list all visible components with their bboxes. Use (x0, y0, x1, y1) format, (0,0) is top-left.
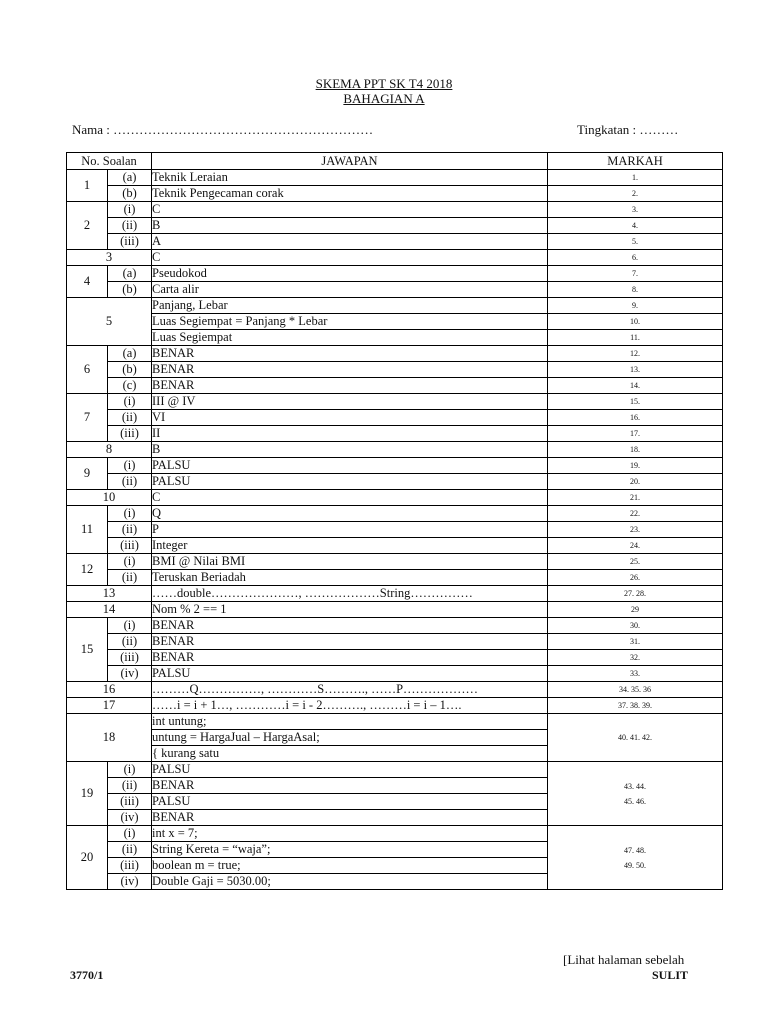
question-number: 1 (67, 170, 108, 202)
answer-cell: Integer (152, 538, 548, 554)
answer-cell: BENAR (152, 634, 548, 650)
answer-cell: Q (152, 506, 548, 522)
answer-cell: P (152, 522, 548, 538)
marks-cell: 29 (548, 602, 723, 618)
answer-cell: int x = 7; (152, 826, 548, 842)
question-number: 12 (67, 554, 108, 586)
sub-question: (i) (108, 394, 152, 410)
answer-cell: Double Gaji = 5030.00; (152, 874, 548, 890)
classification-label: SULIT (652, 968, 689, 982)
marks-cell: 18. (548, 442, 723, 458)
marks-cell: 15. (548, 394, 723, 410)
table-row (67, 266, 723, 282)
marks-cell: 13. (548, 362, 723, 378)
sub-question: (iii) (108, 426, 152, 442)
answer-cell: ……double…………………, ………………String…………… (152, 586, 548, 602)
marks-cell: 33. (548, 666, 723, 682)
marks-cell: 22. (548, 506, 723, 522)
sub-question: (c) (108, 378, 152, 394)
answer-cell: Luas Segiempat (152, 330, 548, 346)
sub-question: (ii) (108, 522, 152, 538)
question-number: 7 (67, 394, 108, 442)
section-title: BAHAGIAN A (343, 91, 425, 106)
marks-cell: 3. (548, 202, 723, 218)
question-number: 13 (67, 586, 152, 602)
table-row (67, 282, 723, 298)
answer-cell: Teruskan Beriadah (152, 570, 548, 586)
marks-cell: 47. 48. 49. 50. (548, 826, 723, 890)
table-row (67, 570, 723, 586)
header-marks: MARKAH (548, 153, 723, 170)
answer-cell: Teknik Pengecaman corak (152, 186, 548, 202)
answer-cell: II (152, 426, 548, 442)
question-number: 10 (67, 490, 152, 506)
table-row (67, 458, 723, 474)
answer-cell: BMI @ Nilai BMI (152, 554, 548, 570)
sub-question: (i) (108, 826, 152, 842)
marks-cell: 9. (548, 298, 723, 314)
answer-cell: Teknik Leraian (152, 170, 548, 186)
table-row (67, 250, 723, 266)
answer-scheme-table (66, 152, 723, 890)
answer-cell: III @ IV (152, 394, 548, 410)
sub-question: (ii) (108, 842, 152, 858)
marks-cell: 5. (548, 234, 723, 250)
answer-cell: PALSU (152, 794, 548, 810)
answer-cell: B (152, 442, 548, 458)
answer-cell: Luas Segiempat = Panjang * Lebar (152, 314, 548, 330)
marks-cell: 11. (548, 330, 723, 346)
table-row (67, 634, 723, 650)
marks-cell: 10. (548, 314, 723, 330)
paper-code: 3770/1 (70, 968, 104, 982)
marks-cell: 37. 38. 39. (548, 698, 723, 714)
next-page-note: [Lihat halaman sebelah (563, 952, 685, 967)
table-row (67, 650, 723, 666)
marks-cell: 32. (548, 650, 723, 666)
answer-cell: untung = HargaJual – HargaAsal; (152, 730, 548, 746)
marks-cell: 16. (548, 410, 723, 426)
table-row (67, 202, 723, 218)
table-row (67, 362, 723, 378)
answer-cell: boolean m = true; (152, 858, 548, 874)
table-row (67, 474, 723, 490)
question-number: 11 (67, 506, 108, 554)
sub-question: (ii) (108, 474, 152, 490)
table-row (67, 410, 723, 426)
sub-question: (iii) (108, 650, 152, 666)
question-number: 15 (67, 618, 108, 682)
sub-question: (ii) (108, 218, 152, 234)
answer-cell: BENAR (152, 618, 548, 634)
marks-cell: 27. 28. (548, 586, 723, 602)
marks-cell: 6. (548, 250, 723, 266)
sub-question: (iii) (108, 538, 152, 554)
marks-cell: 17. (548, 426, 723, 442)
marks-cell: 1. (548, 170, 723, 186)
marks-cell: 21. (548, 490, 723, 506)
marks-cell: 7. (548, 266, 723, 282)
table-row (67, 234, 723, 250)
marks-cell: 25. (548, 554, 723, 570)
question-number: 2 (67, 202, 108, 250)
question-number: 18 (67, 714, 152, 762)
table-row (67, 714, 723, 730)
answer-cell: BENAR (152, 650, 548, 666)
marks-cell: 34. 35. 36 (548, 682, 723, 698)
question-number: 19 (67, 762, 108, 826)
answer-cell: Carta alir (152, 282, 548, 298)
answer-cell: int untung; (152, 714, 548, 730)
sub-question: (iv) (108, 874, 152, 890)
question-number: 20 (67, 826, 108, 890)
sub-question: (ii) (108, 778, 152, 794)
sub-question: (b) (108, 186, 152, 202)
answer-cell: PALSU (152, 762, 548, 778)
table-row (67, 602, 723, 618)
answer-cell: BENAR (152, 810, 548, 826)
sub-question: (a) (108, 170, 152, 186)
table-row (67, 186, 723, 202)
table-row (67, 170, 723, 186)
sub-question: (ii) (108, 634, 152, 650)
answer-cell: PALSU (152, 458, 548, 474)
answer-cell: BENAR (152, 362, 548, 378)
question-number: 14 (67, 602, 152, 618)
answer-cell: BENAR (152, 378, 548, 394)
table-row (67, 490, 723, 506)
sub-question: (iv) (108, 810, 152, 826)
marks-cell: 20. (548, 474, 723, 490)
sub-question: (iii) (108, 858, 152, 874)
header-answer: JAWAPAN (152, 153, 548, 170)
marks-cell: 19. (548, 458, 723, 474)
table-row (67, 762, 723, 778)
question-number: 9 (67, 458, 108, 490)
answer-cell: C (152, 250, 548, 266)
answer-cell: BENAR (152, 778, 548, 794)
answer-cell: B (152, 218, 548, 234)
marks-cell: 24. (548, 538, 723, 554)
answer-cell: PALSU (152, 666, 548, 682)
sub-question: (a) (108, 346, 152, 362)
table-row (67, 618, 723, 634)
marks-cell: 30. (548, 618, 723, 634)
marks-cell: 8. (548, 282, 723, 298)
sub-question: (iv) (108, 666, 152, 682)
table-row (67, 426, 723, 442)
table-row (67, 218, 723, 234)
table-row (67, 394, 723, 410)
header-question-no: No. Soalan (67, 153, 152, 170)
sub-question: (b) (108, 282, 152, 298)
answer-cell: Pseudokod (152, 266, 548, 282)
sub-question: (i) (108, 618, 152, 634)
name-field-label: Nama : …………………………………………………… (72, 122, 374, 137)
question-number: 4 (67, 266, 108, 298)
marks-cell: 12. (548, 346, 723, 362)
document-title: SKEMA PPT SK T4 2018 (315, 76, 453, 91)
sub-question: (i) (108, 458, 152, 474)
table-row (67, 298, 723, 314)
table-row (67, 330, 723, 346)
sub-question: (i) (108, 762, 152, 778)
table-row (67, 666, 723, 682)
marks-cell: 23. (548, 522, 723, 538)
table-row (67, 346, 723, 362)
table-row (67, 378, 723, 394)
table-row (67, 522, 723, 538)
sub-question: (i) (108, 506, 152, 522)
table-body (67, 170, 723, 890)
table-row (67, 442, 723, 458)
question-number: 5 (67, 298, 152, 346)
sub-question: (ii) (108, 570, 152, 586)
question-number: 6 (67, 346, 108, 394)
answer-cell: { kurang satu (152, 746, 548, 762)
tingkatan-field-label: Tingkatan : ……… (577, 122, 679, 137)
question-number: 3 (67, 250, 152, 266)
marks-cell: 43. 44. 45. 46. (548, 762, 723, 826)
table-row (67, 826, 723, 842)
marks-cell: 14. (548, 378, 723, 394)
answer-cell: Panjang, Lebar (152, 298, 548, 314)
table-row (67, 506, 723, 522)
answer-cell: VI (152, 410, 548, 426)
sub-question: (iii) (108, 794, 152, 810)
answer-cell: ……i = i + 1…, …………i = i - 2………., ………i = i – 1…. (152, 698, 548, 714)
table-row (67, 538, 723, 554)
sub-question: (i) (108, 202, 152, 218)
marks-cell: 2. (548, 186, 723, 202)
answer-cell: Nom % 2 == 1 (152, 602, 548, 618)
question-number: 8 (67, 442, 152, 458)
marks-cell: 31. (548, 634, 723, 650)
answer-cell: PALSU (152, 474, 548, 490)
question-number: 17 (67, 698, 152, 714)
table-header-row (67, 153, 723, 170)
sub-question: (a) (108, 266, 152, 282)
marks-cell: 26. (548, 570, 723, 586)
sub-question: (i) (108, 554, 152, 570)
sub-question: (ii) (108, 410, 152, 426)
answer-cell: A (152, 234, 548, 250)
answer-cell: BENAR (152, 346, 548, 362)
sub-question: (iii) (108, 234, 152, 250)
answer-cell: C (152, 202, 548, 218)
table-row (67, 698, 723, 714)
answer-cell: C (152, 490, 548, 506)
question-number: 16 (67, 682, 152, 698)
table-row (67, 314, 723, 330)
marks-cell: 4. (548, 218, 723, 234)
table-row (67, 554, 723, 570)
table-row (67, 586, 723, 602)
table-row (67, 682, 723, 698)
answer-cell: ………Q……………, …………S………., ……P……………… (152, 682, 548, 698)
answer-cell: String Kereta = “waja”; (152, 842, 548, 858)
marks-cell: 40. 41. 42. (548, 714, 723, 762)
sub-question: (b) (108, 362, 152, 378)
